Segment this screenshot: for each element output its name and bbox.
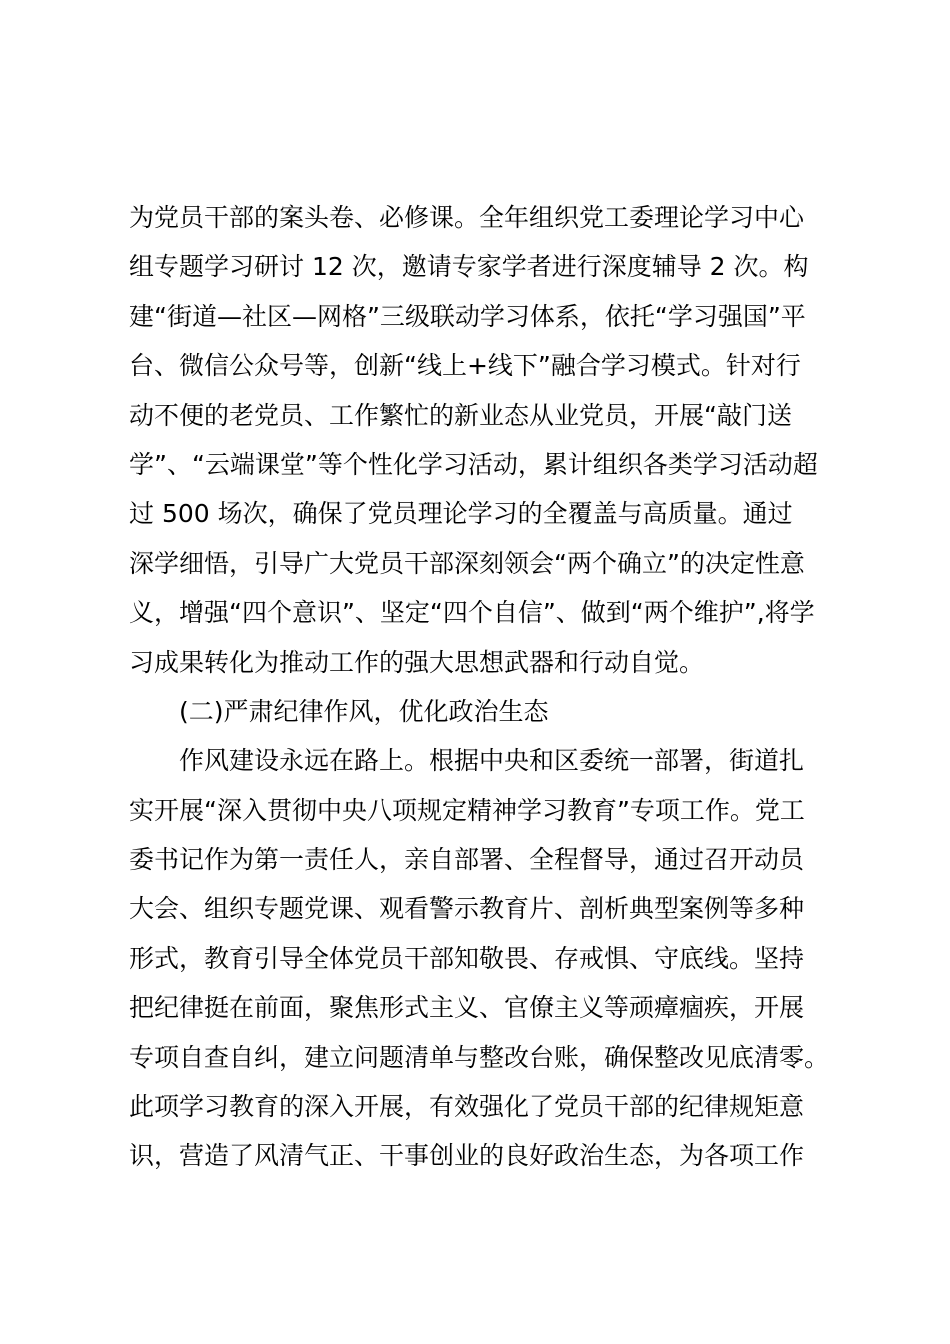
- text-line: 动不便的老党员、工作繁忙的新业态从业党员，开展“敲门送: [129, 400, 792, 430]
- text-line: 作风建设永远在路上。根据中央和区委统一部署，街道扎: [179, 746, 805, 776]
- text-line: 台、微信公众号等，创新“线上+线下”融合学习模式。针对行: [129, 351, 801, 381]
- text-line: 识，营造了风清气正、干事创业的良好政治生态，为各项工作: [129, 1141, 805, 1171]
- text-line: 大会、组织专题党课、观看警示教育片、剖析典型案例等多种: [129, 894, 805, 924]
- text-line: 义，增强“四个意识”、坚定“四个自信”、做到“两个维护”,将学: [129, 598, 815, 628]
- text-line: 委书记作为第一责任人，亲自部署、全程督导，通过召开动员: [129, 845, 805, 875]
- text-line: 习成果转化为推动工作的强大思想武器和行动自觉。: [129, 647, 705, 677]
- text-line: 组专题学习研讨 12 次，邀请专家学者进行深度辅导 2 次。构: [129, 252, 809, 282]
- text-line: 形式，教育引导全体党员干部知敬畏、存戒惧、守底线。坚持: [129, 943, 805, 973]
- text-line: 专项自查自纠，建立问题清单与整改台账，确保整改见底清零。: [129, 1042, 830, 1072]
- text-line: 深学细悟，引导广大党员干部深刻领会“两个确立”的决定性意: [129, 548, 805, 578]
- text-line: 建“街道—社区—网格”三级联动学习体系，依托“学习强国”平: [129, 301, 806, 331]
- text-line: 学”、“云端课堂”等个性化学习活动，累计组织各类学习活动超: [129, 449, 818, 479]
- text-line: 把纪律挺在前面，聚焦形式主义、官僚主义等顽瘴痼疾，开展: [129, 993, 805, 1023]
- text-line: 实开展“深入贯彻中央八项规定精神学习教育”专项工作。党工: [129, 795, 805, 825]
- text-line: 此项学习教育的深入开展，有效强化了党员干部的纪律规矩意: [129, 1092, 805, 1122]
- text-line: 为党员干部的案头卷、必修课。全年组织党工委理论学习中心: [129, 203, 805, 232]
- body-text: [129, 193, 829, 1181]
- text-line: 过 500 场次，确保了党员理论学习的全覆盖与高质量。通过: [129, 499, 793, 529]
- section-heading: (二)严肃纪律作风，优化政治生态: [179, 696, 549, 726]
